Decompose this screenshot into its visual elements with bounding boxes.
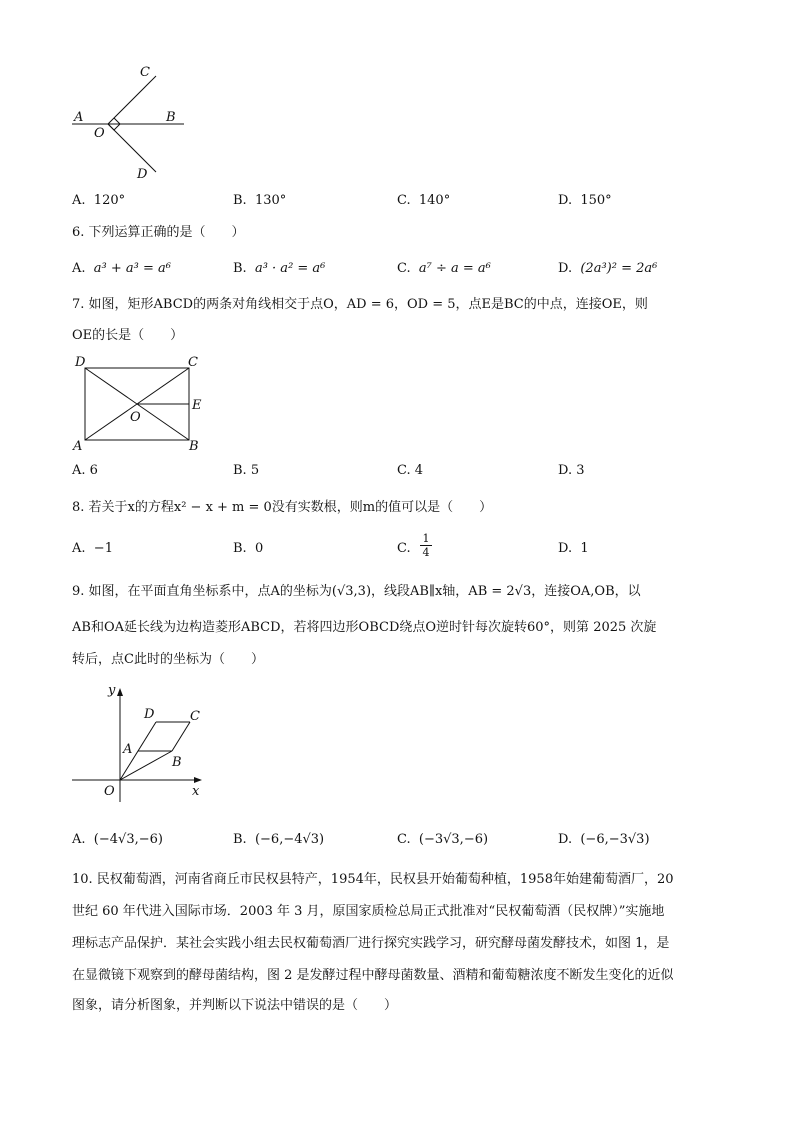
q5-option-d: D. 150° bbox=[558, 193, 612, 208]
label-a: A bbox=[74, 110, 84, 125]
ray-oc bbox=[108, 76, 156, 124]
label-o: O bbox=[94, 126, 105, 141]
q10-line3: 理标志产品保护．某社会实践小组去民权葡萄酒厂进行探究实践学习，研究酵母菌发酵技术，如图 1，是 bbox=[72, 936, 670, 951]
q9-option-a: A. (−4√3,−6) bbox=[72, 832, 163, 847]
q8-option-b: B. 0 bbox=[233, 541, 264, 556]
y-axis-arrow bbox=[117, 688, 123, 696]
label-e: E bbox=[192, 398, 202, 413]
label-o: O bbox=[130, 410, 141, 425]
label-d: D bbox=[144, 707, 155, 722]
q10-line4: 在显微镜下观察到的酵母菌结构，图 2 是发酵过程中酵母菌数量、酒精和葡萄糖浓度不断发生变化的近似 bbox=[72, 968, 674, 983]
angle-figure bbox=[60, 60, 200, 185]
label-y: y bbox=[108, 683, 116, 698]
label-c: C bbox=[188, 355, 198, 370]
q9-option-c: C. (−3√3,−6) bbox=[397, 832, 489, 847]
q8-option-d: D. 1 bbox=[558, 541, 589, 556]
label-o: O bbox=[104, 784, 115, 799]
rhombus-figure bbox=[68, 680, 218, 805]
fraction-denominator: 4 bbox=[422, 546, 430, 559]
label-x: x bbox=[192, 784, 200, 799]
q6-option-c: C. a⁷ ÷ a = a⁶ bbox=[397, 261, 491, 276]
label-b: B bbox=[189, 439, 199, 454]
label-d: D bbox=[137, 167, 148, 182]
q6-option-d: D. (2a³)² = 2a⁶ bbox=[558, 261, 658, 276]
x-axis-arrow bbox=[194, 777, 202, 783]
q7-option-a: A. 6 bbox=[72, 463, 98, 478]
q7-stem-line1: 7. 如图，矩形ABCD的两条对角线相交于点O，AD = 6，OD = 5，点E是BC的中点，连接OE，则 bbox=[72, 297, 648, 312]
q5-option-a: A. 120° bbox=[72, 193, 126, 208]
q7-option-b: B. 5 bbox=[233, 463, 260, 478]
q8-fraction bbox=[420, 532, 432, 559]
label-b: B bbox=[166, 110, 176, 125]
q7-option-d: D. 3 bbox=[558, 463, 585, 478]
q10-line2: 世纪 60 年代进入国际市场．2003 年 3 月，原国家质检总局正式批准对“民权葡萄酒（民权牌）”实施地 bbox=[72, 904, 665, 919]
segment-bc bbox=[172, 722, 190, 751]
q6-stem: 6. 下列运算正确的是（ ） bbox=[72, 225, 245, 240]
label-c: C bbox=[190, 709, 200, 724]
ray-od bbox=[108, 124, 156, 172]
q6-option-a: A. a³ + a³ = a⁶ bbox=[72, 261, 171, 276]
rectangle-figure bbox=[68, 350, 218, 455]
fraction-numerator: 1 bbox=[420, 532, 432, 546]
label-a: A bbox=[123, 742, 133, 757]
label-d: D bbox=[75, 355, 86, 370]
q9-option-d: D. (−6,−3√3) bbox=[558, 832, 650, 847]
q6-option-b: B. a³ · a² = a⁶ bbox=[233, 261, 326, 276]
q8-option-a: A. −1 bbox=[72, 541, 113, 556]
q9-line2: AB和OA延长线为边构造菱形ABCD，若将四边形OBCD绕点O逆时针每次旋转60°，则第 2025 次旋 bbox=[72, 620, 657, 635]
q7-stem-line2: OE的长是（ ） bbox=[72, 328, 184, 343]
q5-option-c: C. 140° bbox=[397, 193, 451, 208]
q10-line5: 图象，请分析图象，并判断以下说法中错误的是（ ） bbox=[72, 998, 398, 1013]
label-a: A bbox=[73, 439, 83, 454]
label-c: C bbox=[140, 65, 150, 80]
q8-option-c: C. bbox=[397, 541, 411, 556]
q5-option-b: B. 130° bbox=[233, 193, 287, 208]
q10-line1: 10. 民权葡萄酒，河南省商丘市民权县特产，1954年，民权县开始葡萄种植，1958年始建葡萄酒厂，20 bbox=[72, 872, 674, 887]
q7-option-c: C. 4 bbox=[397, 463, 424, 478]
label-b: B bbox=[172, 755, 182, 770]
q9-line1: 9. 如图，在平面直角坐标系中，点A的坐标为(√3,3)，线段AB∥x轴，AB = 2√3，连接OA,OB，以 bbox=[72, 584, 641, 599]
q8-stem: 8. 若关于x的方程x² − x + m = 0没有实数根，则m的值可以是（ ） bbox=[72, 500, 493, 515]
q9-line3: 转后，点C此时的坐标为（ ） bbox=[72, 652, 264, 667]
q9-option-b: B. (−6,−4√3) bbox=[233, 832, 325, 847]
